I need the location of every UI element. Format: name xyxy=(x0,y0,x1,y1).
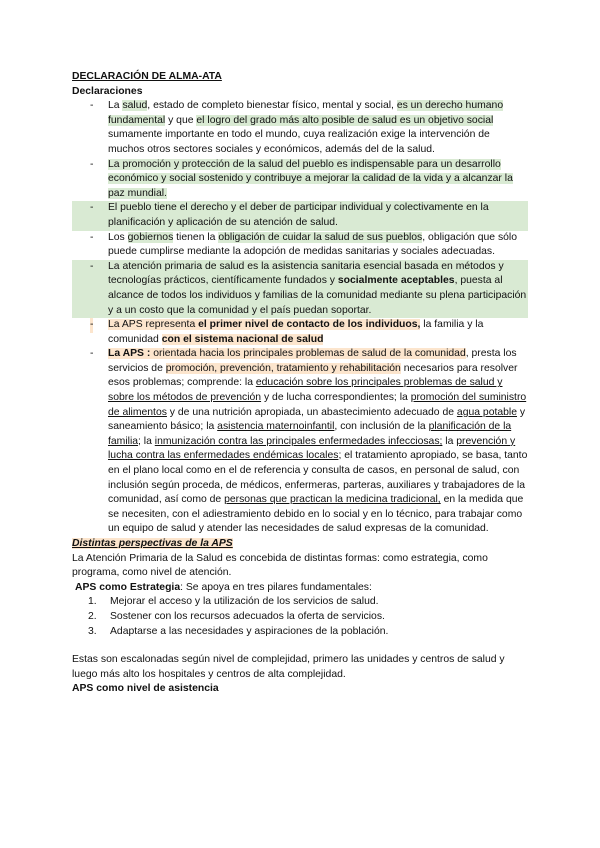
highlight-span: promoción, prevención, tratamiento y rehabilitación xyxy=(165,362,401,374)
list-item xyxy=(72,610,528,625)
estrategia-label: APS como Estrategia xyxy=(75,581,181,593)
text-span: Los xyxy=(108,231,128,243)
underline-span: inmunización contra las principales enfermedades infecciosas; xyxy=(154,435,443,447)
perspectivas-paragraph: La Atención Primaria de la Salud es concebida de distintas formas: como estrategia, como programa, como nivel de atención. xyxy=(72,552,488,579)
list-item xyxy=(72,260,528,318)
text-span: necesarios para resolver esos problemas; comprende: la xyxy=(108,362,518,389)
estrategia-text: : Se apoya en tres pilares fundamentales: xyxy=(180,581,372,593)
list-item xyxy=(72,201,528,230)
highlight-span: orientada hacia los principales problemas de salud de la comunidad xyxy=(150,348,466,360)
highlight-span: La APS representa xyxy=(108,319,199,331)
text-span: ; la xyxy=(138,435,155,447)
highlight-span: obligación de cuidar la salud de sus pueblos xyxy=(218,231,423,243)
estrategia-line xyxy=(72,581,528,596)
underline-span: agua potable xyxy=(456,406,518,418)
text-span: , presta los servicios de xyxy=(108,348,517,374)
perspectivas-heading-line xyxy=(72,537,528,552)
spacer xyxy=(72,639,528,653)
text-span: , obligación que sólo puede cumplirse mediante la adopción de medidas sanitarias y sociales adecuadas. xyxy=(108,231,518,258)
list-number: 3. xyxy=(88,625,97,637)
text-span: , puesta al alcance de todos los individuos y familias de la comunidad mediante su plena participación y a un costo que la comunidad y el país puedan soportar. xyxy=(108,275,527,316)
list-number: 1. xyxy=(88,596,97,608)
text-span: la familia y la comunidad xyxy=(108,319,484,345)
text-span: , con inclusión de la xyxy=(334,421,429,433)
declaraciones-heading: Declaraciones xyxy=(72,85,143,97)
highlight-span: salud xyxy=(122,100,148,112)
bullet-dash: - xyxy=(90,202,94,214)
text-span: y de lucha correspondientes; la xyxy=(261,392,411,404)
highlight-span: gobiernos xyxy=(127,231,174,243)
text-span: El pueblo tiene el derecho y el deber de participar individual y colectivamente en la planificación y aplicación de su atención de salud. xyxy=(108,202,489,228)
document-page xyxy=(72,70,528,697)
list-item xyxy=(72,158,528,202)
highlight-span: es un derecho humano fundamental xyxy=(108,100,504,126)
underline-span: planificación de la familia xyxy=(108,421,512,447)
list-item xyxy=(72,347,528,537)
bold-highlight-span: con el sistema nacional de salud xyxy=(161,333,324,345)
text-span: La atención primaria de salud es la asistencia sanitaria esencial basada en métodos y tecnologías prácticos, científicamente fundados y xyxy=(108,260,504,287)
nivel-heading: APS como nivel de asistencia xyxy=(72,683,219,695)
underline-span: promoción del suministro de alimentos xyxy=(108,392,527,418)
list-item-text: Sostener con los recursos adecuados la oferta de servicios. xyxy=(110,610,385,622)
highlight-span: el logro del grado más alto posible de salud es un objetivo social xyxy=(196,114,494,126)
bullet-dash: - xyxy=(90,318,93,333)
text-span: y saneamiento básico; la xyxy=(108,406,526,433)
escalonadas-paragraph: Estas son escalonadas según nivel de complejidad, primero las unidades y centros de salud y luego más alto los hospitales y centros de alta complejidad. xyxy=(72,654,505,680)
list-item-text: Mejorar el acceso y la utilización de los servicios de salud. xyxy=(110,596,379,608)
underline-span: educación sobre los principales problemas de salud y sobre los métodos de prevención xyxy=(108,377,503,404)
text-span: la xyxy=(442,435,457,447)
text-span: , estado de completo bienestar físico, mental y social, xyxy=(147,100,397,112)
text-span: y que xyxy=(165,114,197,126)
list-item xyxy=(72,99,528,157)
bold-highlight-span: La APS : xyxy=(108,348,151,360)
perspectivas-heading: Distintas perspectivas de la APS xyxy=(72,538,233,549)
list-item-text: Adaptarse a las necesidades y aspiraciones de la población. xyxy=(110,625,389,637)
document-title: DECLARACIÓN DE ALMA-ATA xyxy=(72,71,222,82)
text-span: en la medida que se necesiten, con el adiestramiento debido en lo social y en lo técnico, para trabajar como un equipo de salud y atender las necesidades de salud expresas de la comunidad. xyxy=(108,494,524,535)
pillars-list xyxy=(72,595,528,639)
list-item xyxy=(72,231,528,260)
text-span: ; el tratamiento apropiado, se basa, tanto en el plano local como en el de referencia y consulta de casos, en personal de salud, con inclusión según proceda, de médicos, enfermeras, parteras, auxiliares y trabajadores de la comunidad, así como de xyxy=(108,450,528,506)
text-span: sumamente importante en todo el mundo, cuya realización exige la intervención de muchos otros sectores sociales y económicos, además del de la salud. xyxy=(108,129,490,155)
text-span: tienen la xyxy=(173,231,219,243)
text-span: La xyxy=(108,100,123,112)
bullet-dash: - xyxy=(90,348,94,360)
list-item xyxy=(72,625,528,640)
text-span: y de una nutrición apropiada, un abastecimiento adecuado de xyxy=(166,406,457,418)
bold-highlight-span: el primer nivel de contacto de los individuos, xyxy=(198,319,421,331)
bullet-dash: - xyxy=(90,100,94,112)
declaraciones-list xyxy=(72,99,528,537)
list-item xyxy=(72,318,528,347)
underline-span: asistencia maternoinfantil xyxy=(217,421,335,433)
underline-span: personas que practican la medicina tradicional, xyxy=(224,494,441,506)
bullet-dash: - xyxy=(90,158,94,170)
bullet-dash: - xyxy=(90,231,94,243)
bold-span: socialmente aceptables xyxy=(337,275,455,287)
list-number: 2. xyxy=(88,610,97,622)
list-item xyxy=(72,595,528,610)
highlight-span: La promoción y protección de la salud del pueblo es indispensable para un desarrollo económico y social sostenido y contribuye a mejorar la calidad de la vida y a alcanzar la paz mundial. xyxy=(108,158,513,199)
bullet-dash: - xyxy=(90,260,94,272)
underline-span: prevención y lucha contra las enfermedades endémicas locales xyxy=(108,435,516,462)
